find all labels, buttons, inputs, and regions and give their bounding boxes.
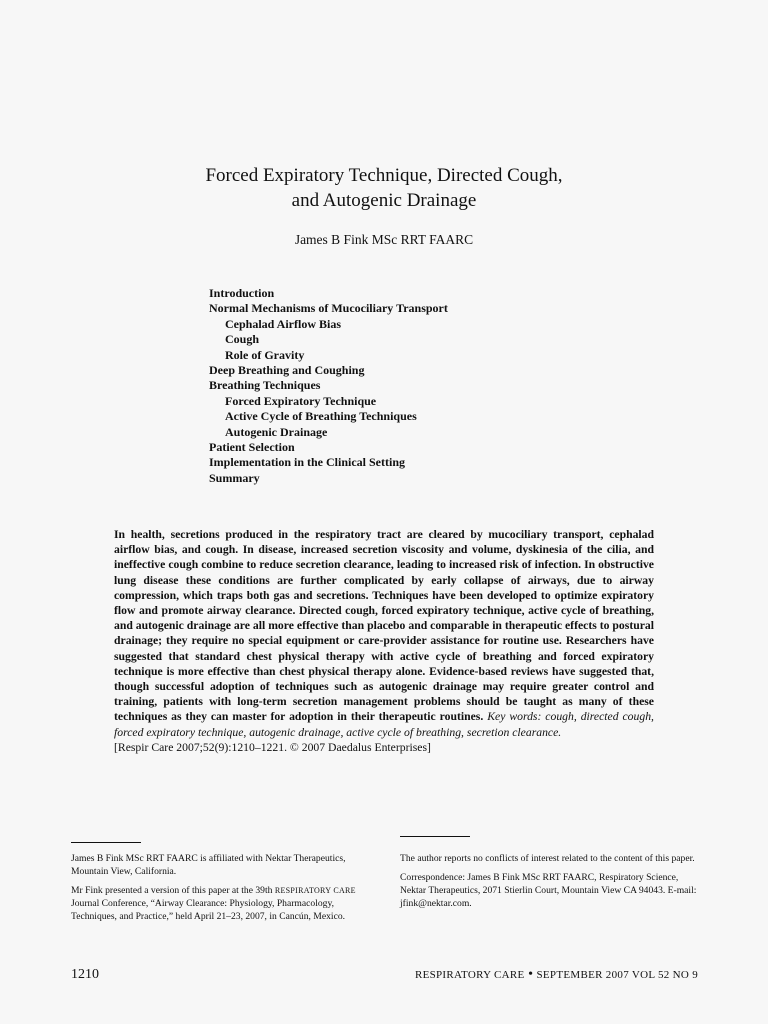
footnote-rule-right bbox=[400, 836, 470, 837]
toc-subitem: Autogenic Drainage bbox=[225, 424, 328, 439]
toc-item: Breathing Techniques bbox=[209, 378, 321, 393]
footer-issue: SEPTEMBER 2007 VOL 52 NO 9 bbox=[536, 969, 698, 981]
affiliation-note: James B Fink MSc RRT FAARC is affiliated with Nektar Therapeutics, Mountain View, California. bbox=[71, 853, 346, 877]
toc-item: Introduction bbox=[209, 286, 275, 300]
footer-separator: • bbox=[524, 967, 537, 982]
paper-title bbox=[0, 163, 768, 213]
citation: [Respir Care 2007;52(9):1210–1221. © 2007 Daedalus Enterprises] bbox=[114, 740, 431, 754]
title-line-2: and Autogenic Drainage bbox=[291, 190, 477, 211]
toc-subitem: Role of Gravity bbox=[225, 347, 305, 362]
page-number: 1210 bbox=[71, 967, 99, 982]
toc-subitem: Forced Expiratory Technique bbox=[225, 393, 377, 408]
footnotes-right bbox=[400, 852, 700, 916]
table-of-contents bbox=[209, 286, 448, 486]
toc-item: Deep Breathing and Coughing bbox=[209, 363, 365, 378]
keywords: Key words: cough, directed cough, forced expiratory technique, autogenic drainage, active cycle of breathing, secretion clearance. bbox=[114, 710, 654, 739]
presentation-note: Mr Fink presented a version of this paper at the 39th RESPIRATORY CARE Journal Conference, “Airway Clearance: Physiology, Pharmacology, Techniques, and Practice,” held April 21–23, 2007, in Cancún, Mexico. bbox=[71, 885, 356, 922]
footnotes-left bbox=[71, 852, 381, 929]
toc-item: Normal Mechanisms of Mucociliary Transport bbox=[209, 301, 448, 316]
toc-item: Patient Selection bbox=[209, 440, 295, 455]
author-line: James B Fink MSc RRT FAARC bbox=[294, 232, 474, 247]
footnote-rule-left bbox=[71, 842, 141, 843]
title-line-1: Forced Expiratory Technique, Directed Cough, bbox=[205, 165, 563, 186]
journal-name-smallcaps: RESPIRATORY CARE bbox=[274, 886, 356, 895]
footer-journal: RESPIRATORY CARE bbox=[414, 969, 525, 981]
toc-item: Implementation in the Clinical Setting bbox=[209, 455, 406, 470]
abstract-body: In health, secretions produced in the respiratory tract are cleared by mucociliary transport, cephalad airflow bias, and cough. In disease, increased secretion viscosity and volume, dyskinesia of the cilia, and ineffective cough combine to reduce secretion clearance, leading to increased risk of infection. In obstructive lung disease these conditions are further complicated by early collapse of airways, due to airway compression, which traps both gas and secretions. Techniques have been developed to optimize expiratory flow and promote airway clearance. Directed cough, forced expiratory technique, active cycle of breathing, and autogenic drainage are all more effective than placebo and comparable in therapeutic effects to postural drainage; they require no special equipment or care-provider assistance for routine use. Researchers have suggested that standard chest physical therapy with active cycle of breathing and forced expiratory technique is more effective than chest physical therapy alone. Evidence-based reviews have suggested that, though successful adoption of techniques such as autogenic drainage may require greater control and training, patients with long-term secretion management problems should be taught as many of these techniques as they can master for adoption in their therapeutic routines. bbox=[114, 528, 654, 724]
conflicts-note: The author reports no conflicts of interest related to the content of this paper. bbox=[400, 853, 695, 864]
abstract bbox=[114, 527, 654, 755]
toc-subitem: Cough bbox=[225, 332, 260, 347]
toc-subitem: Cephalad Airflow Bias bbox=[225, 316, 342, 331]
toc-subitem: Active Cycle of Breathing Techniques bbox=[225, 409, 417, 424]
running-footer bbox=[415, 967, 698, 983]
toc-item: Summary bbox=[209, 470, 260, 485]
correspondence-note: Correspondence: James B Fink MSc RRT FAARC, Respiratory Science, Nektar Therapeutics, 2071 Stierlin Court, Mountain View CA 94043. E-mail: jfink@nektar.com. bbox=[400, 872, 697, 909]
